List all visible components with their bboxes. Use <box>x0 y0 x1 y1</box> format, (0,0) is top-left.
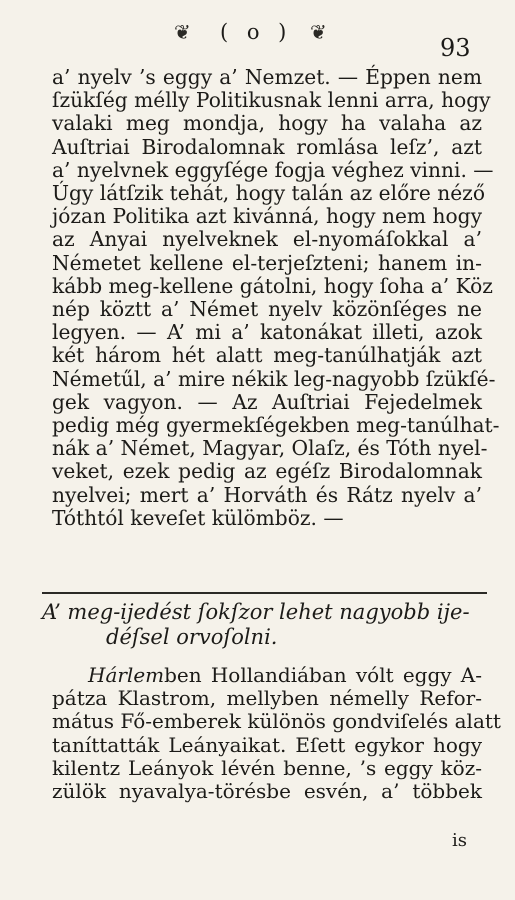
text-line: legyen. — A’ mi a’ katonákat illeti, azok <box>52 320 482 345</box>
text-line: az Anyai nyelveknek el-nyomáſokkal a’ <box>52 227 482 252</box>
text-line: taníttatták Leányaikat. Eſett egykor hogy <box>52 732 482 757</box>
text-line: Auſtriai Birodalomnak romlása leſz’, azt <box>52 134 482 159</box>
text-line: nák a’ Német, Magyar, Olaſz, és Tóth nyel- <box>52 436 488 461</box>
text-line: a’ nyelv ’s eggy a’ Nemzet. — Éppen nem <box>52 65 482 89</box>
text-line: zülök nyavalya-törésbe esvén, a’ többek <box>52 779 482 804</box>
text-line: ſzükſég mélly Politikusnak lenni arra, hogy <box>52 88 491 113</box>
text-line: két három hét alatt meg-tanúlhatják azt <box>52 343 482 368</box>
text-line: gek vagyon. — Az Auſtriai Fejedelmek <box>52 389 482 414</box>
paragraph-nation-language <box>52 65 500 530</box>
text-line: Tóthtól keveſet külömböz. — <box>52 505 344 530</box>
place-name: Hárlem <box>88 663 165 687</box>
signature-mark: ( o ) <box>220 20 293 44</box>
text-line: pedig még gyermekſégekben meg-tanúlhat- <box>52 413 500 438</box>
text-fragment: ben Hollandiában vólt eggy A- <box>164 663 482 687</box>
text-line: kilentz Leányok lévén benne, ’s eggy köz- <box>52 755 482 780</box>
paragraph-haarlem <box>52 663 501 804</box>
floral-ornament-icon: ❦ <box>310 20 327 44</box>
text-line: mátus Fő-emberek különös gondviſelés alatt <box>52 709 501 734</box>
text-line: Úgy látſzik tehát, hogy talán az előre néző <box>52 181 485 206</box>
text-line: a’ nyelvnek eggyſége fogja véghez vinni. — <box>52 157 494 182</box>
text-line <box>52 664 482 687</box>
text-line: nép köztt a’ Német nyelv közönſéges ne <box>52 297 482 322</box>
text-line: Németűl, a’ mire nékik leg-nagyobb ſzükſé- <box>52 366 496 391</box>
floral-ornament-icon: ❦ <box>174 20 191 44</box>
text-line: nyelvei; mert a’ Horváth és Rátz nyelv a’ <box>52 482 482 507</box>
section-divider <box>42 592 487 594</box>
text-line: veket, ezek pedig az egéſz Birodalomnak <box>52 459 482 484</box>
text-line: józan Politika azt kivánná, hogy nem hogy <box>52 204 482 229</box>
page-number: 93 <box>440 34 471 62</box>
section-title <box>42 600 487 650</box>
text-line: Németet kellene el-terjeſzteni; hanem in- <box>52 250 482 275</box>
page-header <box>0 14 515 62</box>
text-line: valaki meg mondja, hogy ha valaha az <box>52 111 482 136</box>
text-line: kább meg-kellene gátolni, hogy ſoha a’ Köz <box>52 273 493 298</box>
catchword: is <box>452 830 467 851</box>
title-line: A’ meg-ijedést ſokſzor lehet nagyobb ije- <box>42 600 470 624</box>
title-line: déſsel orvoſolni. <box>106 625 278 649</box>
text-line: pátza Klastrom, mellyben némelly Refor- <box>52 686 482 711</box>
